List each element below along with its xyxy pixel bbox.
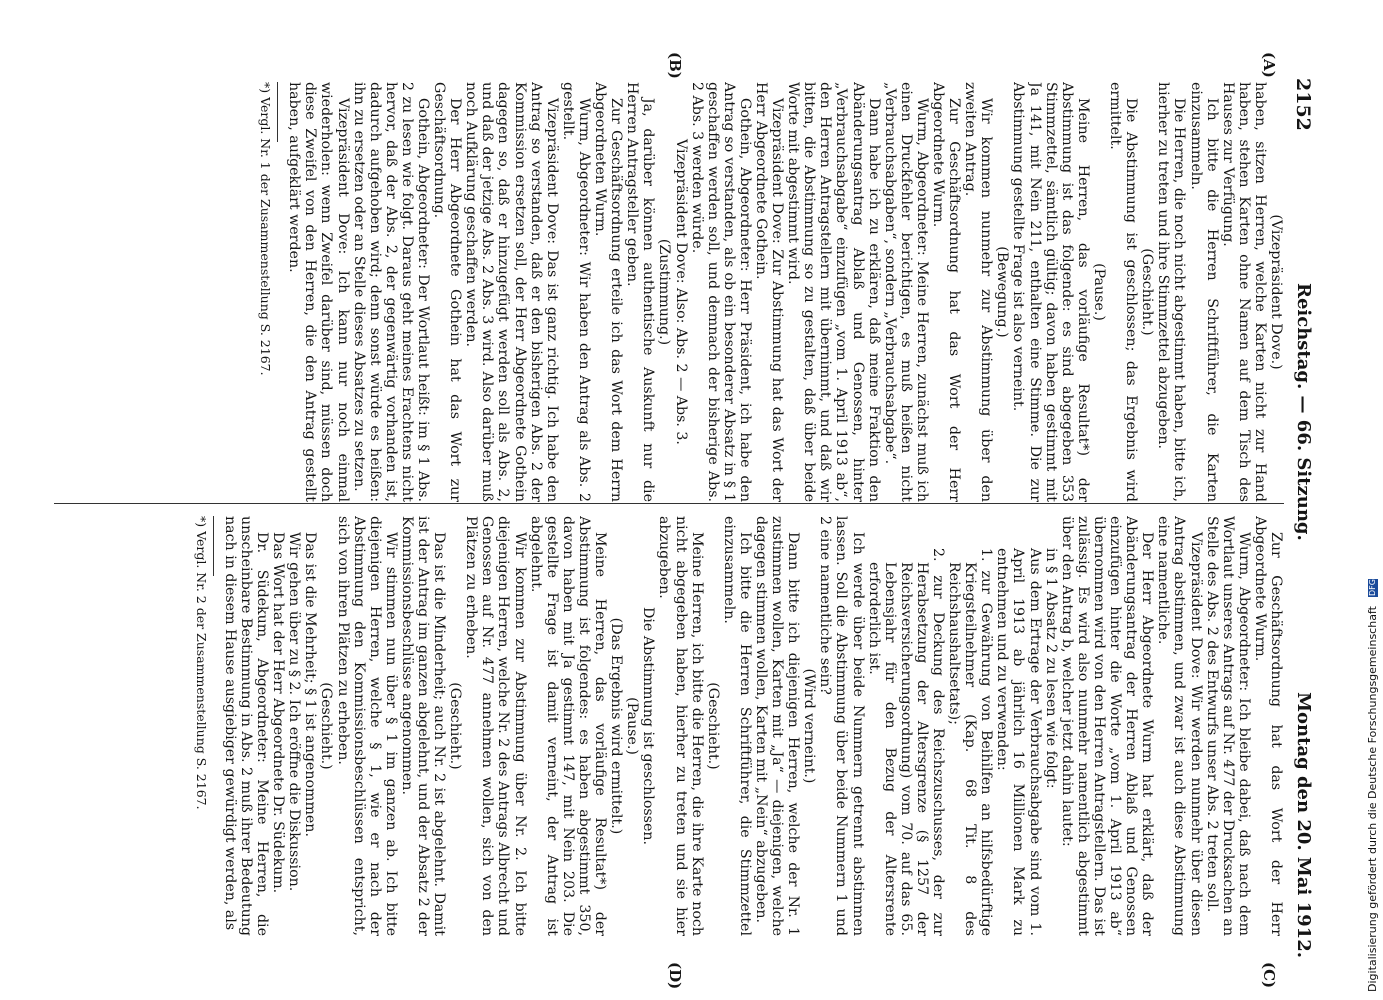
column-divider: [54, 503, 1284, 504]
paragraph: Zur Geschäftsordnung erteile ich das Wort dem Herrn Abgeordneten Wurm.: [592, 82, 625, 502]
paragraph: Gothein, Abgeordneter: Herr Präsident, ich habe den Antrag so verstanden, als ob ein besonderer Absatz in § 1 geschaffen werden soll, und demnach der bisherige Abs. 2 Abs. 3 werden würde.: [688, 82, 753, 502]
paragraph: Wurm, Abgeordneter: Ich bleibe dabei, daß nach dem Wortlaut unseres Antrags auf Nr. 477 der Drucksachen an Stelle des Abs. 2 des Entwurfs unser Abs. 2 treten soll.: [1203, 516, 1252, 936]
page-number: 2152: [1292, 78, 1314, 131]
paragraph: (Das Ergebnis wird ermittelt.): [608, 617, 625, 835]
paragraph: (Geschieht.): [704, 682, 721, 770]
paragraph: (Geschieht.): [1139, 248, 1156, 336]
paragraph: Der Herr Abgeordnete Wurm hat erklärt, daß der Abänderungsantrag der Herren Ablaß und Genossen einzufügen hinter die Worte „vom 1. April 1913 ab“ übernommen wird von den Herren Antragstellern. Das ist zulässig. Es wird also nunmehr namentlich abgestimmt über den Antrag b, welcher jetzt dahin lautet:: [1058, 516, 1156, 936]
paragraph: Meine Herren, ich bitte die Herren, die ihre Karte noch nicht abgegeben haben, hierher zu treten und sie hier abzugeben.: [656, 516, 705, 936]
paragraph: Zur Geschäftsordnung hat das Wort der Herr Abgeordnete Wurm.: [1251, 516, 1284, 936]
paragraph: Vizepräsident Dove: Ich kann nur noch einmal wiederholen: wenn Zweifel darüber sind, müssen doch diese Zweifel von den Herren, die den Antrag gestellt haben, aufgeklärt werden.: [286, 82, 351, 502]
margin-letter-b: (B): [666, 52, 684, 79]
credit-text: Digitalisierung gefördert durch die Deutsche Forschungsgemeinschaft: [1366, 606, 1379, 992]
paragraph: Wir kommen zur Abstimmung über Nr. 2. Ich bitte diejenigen Herren, welche Nr. 2 des Antrags Albrecht und Genossen auf Nr. 477 annehmen wollen, sich von den Plätzen zu erheben.: [463, 516, 528, 936]
paragraph: Vizepräsident Dove: Zur Abstimmung hat das Wort der Herr Abgeordnete Gothein.: [753, 82, 786, 502]
paragraph: Dann bitte ich diejenigen Herren, welche der Nr. 1 zustimmen wollen, Karten mit „Ja“ — diejenigen, welche dagegen stimmen wollen, Karten mit „Nein“ abzugeben.: [753, 516, 802, 936]
paragraph: haben, sitzen Herren, welche Karten nicht zur Hand haben, stehen Karten ohne Namen auf dem Tisch des Hauses zur Verfügung.: [1219, 82, 1268, 502]
left-column: [0, 82, 1284, 502]
footnote: *) Vergl. Nr. 2 der Zusammenstellung S. 2167.: [193, 516, 209, 810]
session-date: Montag den 20. Mai 1912.: [1293, 692, 1314, 958]
paragraph: Ja, darüber können authentische Auskunft nur die Herren Antragsteller geben.: [624, 82, 657, 502]
page-header: [1288, 78, 1314, 958]
margin-letter-a: (A): [1260, 52, 1278, 78]
paragraph: Das ist die Mehrheit; § 1 ist angenommen.: [302, 532, 319, 837]
paragraph: Wurm, Abgeordneter: Wir haben den Antrag als Abs. 2 gestellt.: [559, 82, 592, 502]
paragraph: (Zustimmung.): [656, 238, 673, 346]
right-column: [0, 516, 1284, 936]
paragraph: Das ist die Minderheit; auch Nr. 2 ist abgelehnt. Damit ist der Antrag im ganzen abgelehnt, und der Absatz 2 der Kommissionsbeschlüsse angenommen.: [398, 516, 448, 936]
list-item: 2. zur Deckung des Reichszuschusses, der zur Herabsetzung der Altersgrenze (§ 1257 der Reichsversicherungsordnung) vom 70. auf das 65. Lebensjahr für den Bezug der Altersrente erforderlich ist.: [865, 548, 947, 936]
paragraph: Vizepräsident Dove: Wir werden nunmehr über diesen Antrag abstimmen, und zwar ist auch diese Abstimmung eine namentliche.: [1155, 516, 1204, 936]
paragraph: Aus dem Ertrage der Verbrauchsabgabe sind vom 1. April 1913 ab jährlich 16 Millionen Mark zu entnehmen und zu verwenden:: [994, 548, 1043, 936]
paragraph: (Geschieht.): [318, 682, 335, 770]
paragraph: (Wird verneint.): [801, 668, 818, 784]
margin-letter-c: (C): [1260, 962, 1278, 989]
paragraph: Wir gehen über zu § 2. Ich eröffne die Diskussion.: [286, 532, 303, 892]
paragraph: Wurm, Abgeordneter: Meine Herren, zunächst muß ich einen Druckfehler berichtigen, es muß heißen nicht „Verbrauchsabgaben“, sondern „Verbrauchsabgabe“.: [881, 82, 930, 502]
paragraph: Meine Herren, das vorläufige Resultat*) der Abstimmung ist das folgende: es sind abgegeben 353 Stimmzettel, sämtlich gültig; davon haben gestimmt mit Ja 141, mit Nein 211, enthalten eine Stimme. Die zur Abstimmung gestellte Frage ist also verneint.: [1010, 82, 1091, 502]
paragraph: Gothein, Abgeordneter: Der Wortlaut heißt: im § 1 Abs. 2 zu lesen wie folgt. Daraus geht meines Erachtens nicht hervor, daß der Abs. 2, der gegenwärtig vorhanden ist, dadurch aufgehoben wird; denn sonst würde es heißen: ihn zu ersetzen oder an Stelle dieses Absatzes zu setzen.: [350, 82, 432, 502]
list-item: 1. zur Gewährung von Beihilfen an hilfsbedürftige Kriegsteilnehmer (Kap. 68 Tit. 8 des Reichshaushaltsetats);: [946, 548, 995, 936]
digitization-credit: [1366, 579, 1380, 992]
paragraph: (Pause.): [624, 697, 641, 755]
footnote-rule: [277, 82, 278, 142]
paragraph: Meine Herren, das vorläufige Resultat*) der Abstimmung ist folgendes: es haben abgestimmt 350, davon haben mit Ja gestimmt 147, mit Nein 203. Die gestellte Frage ist damit verneint, der Antrag ist abgelehnt.: [527, 516, 609, 936]
session-title: Reichstag. — 66. Sitzung.: [1293, 283, 1314, 541]
footnote-rule: [213, 516, 214, 576]
paragraph: Wir stimmen nun über § 1 im ganzen ab. Ich bitte diejenigen Herren, welche § 1, wie er nach der Abstimmung den Kommissionsbeschlüssen entspricht, sich von ihren Plätzen zu erheben.: [334, 516, 399, 936]
paragraph: Die Herren, die noch nicht abgestimmt haben, bitte ich, hierher zu treten und ihre Stimmzettel abzugeben.: [1155, 82, 1188, 502]
paragraph: (Vizepräsident Dove.): [1268, 214, 1284, 370]
paragraph: Dr. Südekum, Abgeordneter: Meine Herren, die unscheinbare Bestimmung in Abs. 2 muß ihrer Bedeutung nach in diesem Hause ausgiebiger gewürdigt werden, als: [221, 516, 271, 936]
footnote: *) Vergl. Nr. 1 der Zusammenstellung S. 2167.: [258, 82, 274, 376]
paragraph: Ich bitte die Herren Schriftführer, die Stimmzettel einzusammeln.: [720, 516, 753, 936]
margin-letter-d: (D): [666, 962, 684, 990]
paragraph: Zur Geschäftsordnung hat das Wort der Herr Abgeordnete Wurm.: [930, 82, 963, 502]
paragraph: Ich werde über beide Nummern getrennt abstimmen lassen. Soll die Abstimmung über beide Nummern 1 und 2 eine namentliche sein?: [817, 516, 866, 936]
paragraph: in § 1 Absatz 2 zu lesen wie folgt:: [1042, 548, 1059, 789]
paragraph: Der Herr Abgeordnete Gothein hat das Wort zur Geschäftsordnung.: [431, 82, 464, 502]
paragraph: Vizepräsident Dove: Also: Abs. 2 — Abs. 3.: [672, 139, 689, 445]
dfg-logo: DFG: [1368, 579, 1377, 597]
paragraph: Das Wort hat der Herr Abgeordnete Dr. Südekum.: [270, 532, 287, 894]
paragraph: (Bewegung.): [994, 246, 1011, 338]
paragraph: Die Abstimmung ist geschlossen.: [640, 607, 657, 845]
paragraph: Vizepräsident Dove: Das ist ganz richtig. Ich habe den Antrag so verstanden, daß er den bisherigen Abs. 2 der Kommission ersetzen soll, der Herr Abgeordnete Gothein dagegen so, daß er hinzugefügt werden soll als Abs. 2, und daß der jetzige Abs. 2 Abs. 3 wird. Also darüber muß noch Aufklärung geschaffen werden.: [463, 82, 560, 502]
paragraph: Dann habe ich zu erklären, daß meine Fraktion den Abänderungsantrag Ablaß und Genossen, hinter „Verbrauchsabgabe“ einzufügen „vom 1. April 1913 ab“, den Herren Antragstellern mit übernimmt, und daß wir bitten, die Abstimmung so zu gestalten, daß über beide Worte mit abgestimmt wird.: [785, 82, 882, 502]
paragraph: (Pause.): [1090, 263, 1107, 321]
paragraph: Die Abstimmung ist geschlossen; das Ergebnis wird ermittelt.: [1107, 82, 1140, 502]
paragraph: (Geschieht.): [447, 682, 464, 770]
paragraph: Ich bitte die Herren Schriftführer, die Karten einzusammeln.: [1187, 82, 1220, 502]
paragraph: Wir kommen nunmehr zur Abstimmung über den zweiten Antrag.: [962, 82, 995, 502]
